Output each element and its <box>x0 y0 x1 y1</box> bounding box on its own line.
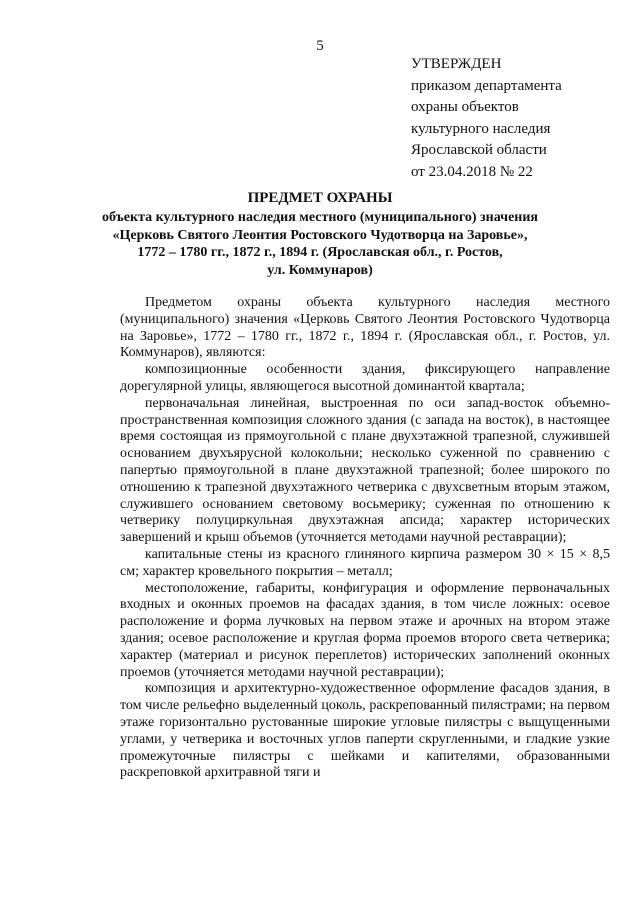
title-line: «Церковь Святого Леонтия Ростовского Чудотворца на Заровье», <box>112 227 528 243</box>
approval-stamp <box>411 54 626 183</box>
body-paragraph: первоначальная линейная, выстроенная по оси запад-восток объемно-пространственная композиция сложного здания (с запада на восток), в настоящее время состоящая из прямоугольной с плане двухэтажной трапезной, служившей основанием двухъярусной колокольни; несколько суженной по сравнению с папертью прямоугольной в плане двухэтажной трапезной; более широкого по отношению к трапезной двухэтажного четверика с двухсветным вторым этажом, служившего основанием световому восьмерику; суженная по отношению к четверику полуциркульная двухэтажная апсида; характер исторических завершений и крыш объемов (уточняется методами научной реставрации); <box>120 395 610 546</box>
approval-line: приказом департамента <box>411 77 562 94</box>
body-paragraph: местоположение, габариты, конфигурация и оформление первоначальных входных и оконных проемов на фасадах здания, в том числе ложных: осевое расположение и форма лучковых на первом этаже и арочных на втором этаже здания; осевое расположение и круглая форма проемов второго света четверика; характер (материал и рисунок переплетов) исторических заполнений оконных проемов (уточняется методами научной реставрации); <box>120 580 610 680</box>
body-paragraph: композиционные особенности здания, фиксирующего направление дорегулярной улицы, являющегося высотной доминантой квартала; <box>120 362 610 394</box>
document-body <box>120 295 610 782</box>
approval-line: Ярославской области <box>411 142 547 158</box>
body-paragraph: композиция и архитектурно-художественное оформление фасадов здания, в том числе рельефно выделенный цоколь, раскрепованный пилястрами; на первом этаже горизонтально рустованные широкие угловые пилястры с выщущенными углами, у четверика и восточных углов паперти скругленными, и гладкие узкие промежуточные пилястры с шейками и капителями, образованными раскреповкой архитравной тяги и <box>120 681 610 781</box>
body-paragraph: капитальные стены из красного глиняного кирпича размером 30 × 15 × 8,5 см; характер кровельного покрытия – металл; <box>120 546 610 579</box>
document-title-block <box>100 188 540 280</box>
approval-line: охраны объектов <box>411 99 519 115</box>
title-line: объекта культурного наследия местного (муниципального) значения <box>101 210 538 225</box>
document-heading: ПРЕДМЕТ ОХРАНЫ <box>247 190 393 206</box>
title-line: 1772 – 1780 гг., 1872 г., 1894 г. (Ярославская обл., г. Ростов, <box>137 245 503 261</box>
body-paragraph: Предметом охраны объекта культурного наследия местного (муниципального) значения «Церковь Святого Леонтия Ростовского Чудотворца на Заровье», 1772 – 1780 гг., 1872 г., 1894 г. (Ярославская обл., г. Ростов, ул. Коммунаров), являются: <box>120 295 610 361</box>
title-line: ул. Коммунаров) <box>267 263 373 279</box>
page-number: 5 <box>316 38 324 54</box>
approval-line: культурного наследия <box>411 120 551 137</box>
approval-line: УТВЕРЖДЕН <box>411 56 502 72</box>
approval-line: от 23.04.2018 № 22 <box>411 163 533 180</box>
